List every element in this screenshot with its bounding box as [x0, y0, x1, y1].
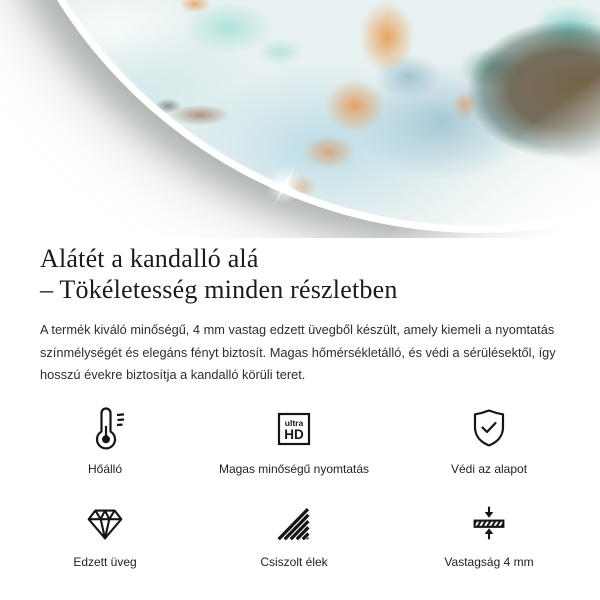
feature-label: Magas minőségű nyomtatás [218, 461, 370, 476]
icon-box [271, 498, 317, 546]
diamond-icon [82, 500, 128, 546]
ultra-hd-badge-text-top: ultra [284, 417, 304, 428]
feature-label: Hőálló [87, 461, 123, 476]
feature-label: Edzett üveg [73, 554, 137, 569]
sparkle-highlight [262, 162, 308, 208]
icon-box [466, 498, 512, 546]
feature-polished-edges [194, 498, 394, 569]
icon-box [270, 405, 318, 453]
text-section [0, 243, 600, 387]
icon-box [465, 405, 513, 453]
product-photo [0, 0, 600, 238]
ultra-hd-badge-text-bottom: HD [284, 426, 304, 442]
shield-check-icon [465, 405, 513, 453]
feature-thickness [394, 498, 584, 569]
feature-label: Védi az alapot [450, 461, 528, 476]
feature-label: Csiszolt élek [260, 554, 328, 569]
polished-edges-icon [271, 500, 317, 546]
feature-tempered-glass [16, 498, 194, 569]
ultra-hd-icon [270, 405, 318, 453]
feature-heat-resistant [16, 405, 194, 476]
feature-hd-print [194, 405, 394, 476]
page-title [40, 243, 560, 305]
features-grid [0, 405, 600, 569]
product-description: A termék kiváló minőségű, 4 mm vastag edzett üvegből készült, amely kiemeli a nyomtatás színmélységét és elegáns fényt biztosít. Magas hőmérsékletálló, és védi a sérülésektől, így hosszú évekre biztosítja a kandalló körüli teret. [40, 322, 556, 382]
thickness-icon [466, 500, 512, 546]
icon-box [82, 498, 128, 546]
feature-protects-base [394, 405, 584, 476]
page-title-line2: – Tökéletesség minden részletben [40, 275, 398, 304]
feature-label: Vastagság 4 mm [444, 554, 534, 569]
icon-box [81, 405, 129, 453]
thermometer-icon [81, 405, 129, 453]
page-title-line1: Alátét a kandalló alá [40, 244, 259, 273]
